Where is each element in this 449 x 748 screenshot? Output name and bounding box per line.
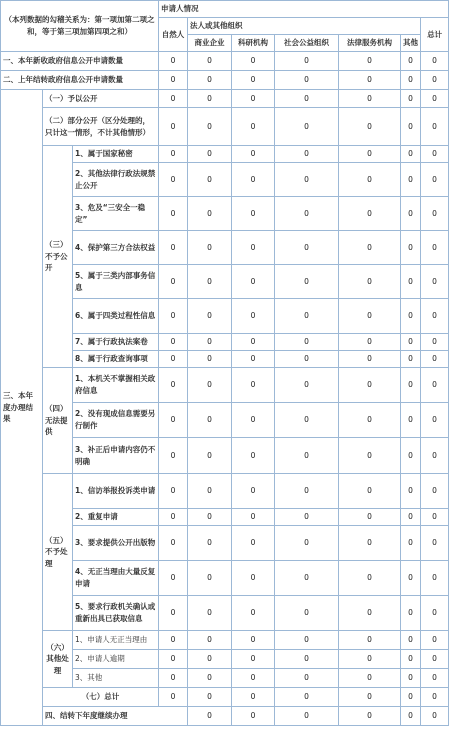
value-cell: 0 [232, 146, 275, 163]
value-cell: 0 [188, 561, 232, 596]
value-cell: 0 [421, 351, 449, 368]
value-cell: 0 [421, 438, 449, 474]
value-cell: 0 [401, 509, 421, 526]
value-cell: 0 [275, 596, 339, 631]
value-cell: 0 [232, 707, 275, 726]
value-cell: 0 [159, 351, 188, 368]
value-cell: 0 [159, 368, 188, 403]
value-cell: 0 [275, 108, 339, 146]
row-label-not-processed-5: 5、要求行政机关确认或重新出具已获取信息 [73, 596, 159, 631]
row-label-not-processed-4: 4、无正当理由大量反复申请 [73, 561, 159, 596]
value-cell: 0 [401, 526, 421, 561]
value-cell: 0 [232, 299, 275, 334]
value-cell: 0 [421, 474, 449, 509]
row-label-other-2: 2、申请人逾期 [73, 650, 159, 669]
value-cell: 0 [275, 669, 339, 688]
value-cell: 0 [339, 561, 401, 596]
value-cell: 0 [421, 265, 449, 299]
value-cell: 0 [339, 403, 401, 438]
value-cell: 0 [232, 403, 275, 438]
value-cell: 0 [188, 403, 232, 438]
natural-person-header: 自然人 [159, 18, 188, 52]
value-cell: 0 [421, 52, 449, 71]
value-cell: 0 [188, 52, 232, 71]
value-cell: 0 [401, 688, 421, 707]
value-cell: 0 [188, 265, 232, 299]
value-cell: 0 [159, 561, 188, 596]
value-cell: 0 [159, 163, 188, 197]
value-cell: 0 [159, 650, 188, 669]
value-cell: 0 [421, 197, 449, 231]
corner-note: （本列数据的勾稽关系为：第一项加第二项之和，等于第三项加第四项之和） [1, 1, 159, 52]
public-welfare-org-header: 社会公益组织 [275, 35, 339, 52]
value-cell: 0 [339, 265, 401, 299]
value-cell: 0 [159, 146, 188, 163]
value-cell: 0 [339, 631, 401, 650]
row-label-not-disclosed-1: 1、属于国家秘密 [73, 146, 159, 163]
section-label-handling-results: 三、本年度办理结果 [1, 90, 43, 726]
row-label-disclosed: （一）予以公开 [43, 90, 159, 108]
value-cell: 0 [421, 688, 449, 707]
value-cell: 0 [275, 52, 339, 71]
value-cell: 0 [232, 108, 275, 146]
value-cell: 0 [339, 71, 401, 90]
value-cell: 0 [339, 163, 401, 197]
value-cell: 0 [421, 707, 449, 726]
row-label-not-disclosed-5: 5、属于三类内部事务信息 [73, 265, 159, 299]
value-cell: 0 [159, 299, 188, 334]
value-cell: 0 [275, 146, 339, 163]
value-cell: 0 [232, 351, 275, 368]
value-cell: 0 [188, 438, 232, 474]
value-cell: 0 [275, 688, 339, 707]
value-cell: 0 [339, 90, 401, 108]
value-cell: 0 [188, 669, 232, 688]
value-cell: 0 [232, 650, 275, 669]
value-cell: 0 [188, 351, 232, 368]
value-cell: 0 [339, 526, 401, 561]
value-cell: 0 [275, 650, 339, 669]
group-label-unable-to-provide: （四）无法提供 [43, 368, 73, 474]
value-cell: 0 [401, 231, 421, 265]
row-label-unable-1: 1、本机关不掌握相关政府信息 [73, 368, 159, 403]
value-cell: 0 [401, 163, 421, 197]
value-cell: 0 [159, 509, 188, 526]
row-label-not-disclosed-7: 7、属于行政执法案卷 [73, 334, 159, 351]
value-cell: 0 [275, 474, 339, 509]
value-cell: 0 [232, 231, 275, 265]
value-cell: 0 [401, 90, 421, 108]
value-cell: 0 [232, 474, 275, 509]
value-cell: 0 [401, 351, 421, 368]
value-cell: 0 [159, 52, 188, 71]
value-cell: 0 [275, 526, 339, 561]
value-cell: 0 [188, 707, 232, 726]
value-cell: 0 [401, 596, 421, 631]
value-cell: 0 [421, 368, 449, 403]
value-cell: 0 [232, 334, 275, 351]
value-cell: 0 [275, 509, 339, 526]
value-cell: 0 [188, 146, 232, 163]
value-cell: 0 [159, 231, 188, 265]
row-label-carry-to-next-year: 四、结转下年度继续办理 [43, 707, 188, 726]
row-label-new-applications: 一、本年新收政府信息公开申请数量 [1, 52, 159, 71]
value-cell: 0 [421, 231, 449, 265]
value-cell: 0 [159, 197, 188, 231]
value-cell: 0 [188, 474, 232, 509]
value-cell: 0 [401, 474, 421, 509]
value-cell: 0 [339, 231, 401, 265]
value-cell: 0 [232, 438, 275, 474]
value-cell: 0 [275, 265, 339, 299]
value-cell: 0 [232, 163, 275, 197]
value-cell: 0 [421, 299, 449, 334]
value-cell: 0 [188, 334, 232, 351]
value-cell: 0 [159, 526, 188, 561]
row-label-carried-over: 二、上年结转政府信息公开申请数量 [1, 71, 159, 90]
value-cell: 0 [339, 688, 401, 707]
value-cell: 0 [401, 265, 421, 299]
row-label-other-3: 3、其他 [73, 669, 159, 688]
value-cell: 0 [339, 108, 401, 146]
value-cell: 0 [159, 334, 188, 351]
commercial-enterprise-header: 商业企业 [188, 35, 232, 52]
value-cell: 0 [159, 403, 188, 438]
value-cell: 0 [401, 52, 421, 71]
value-cell: 0 [188, 650, 232, 669]
value-cell: 0 [339, 707, 401, 726]
value-cell: 0 [421, 163, 449, 197]
value-cell: 0 [339, 334, 401, 351]
value-cell: 0 [339, 669, 401, 688]
value-cell: 0 [232, 688, 275, 707]
value-cell: 0 [421, 71, 449, 90]
value-cell: 0 [401, 71, 421, 90]
value-cell: 0 [275, 438, 339, 474]
value-cell: 0 [401, 146, 421, 163]
value-cell: 0 [275, 631, 339, 650]
value-cell: 0 [232, 368, 275, 403]
other-org-header: 其他 [401, 35, 421, 52]
value-cell: 0 [421, 526, 449, 561]
value-cell: 0 [275, 403, 339, 438]
value-cell: 0 [339, 52, 401, 71]
value-cell: 0 [421, 596, 449, 631]
value-cell: 0 [188, 90, 232, 108]
value-cell: 0 [188, 526, 232, 561]
row-label-unable-3: 3、补正后申请内容仍不明确 [73, 438, 159, 474]
value-cell: 0 [421, 146, 449, 163]
value-cell: 0 [188, 163, 232, 197]
value-cell: 0 [275, 368, 339, 403]
value-cell: 0 [339, 596, 401, 631]
value-cell: 0 [339, 368, 401, 403]
value-cell: 0 [421, 90, 449, 108]
value-cell: 0 [232, 265, 275, 299]
value-cell: 0 [232, 52, 275, 71]
value-cell: 0 [275, 71, 339, 90]
legal-group-header: 法人或其他组织 [188, 18, 421, 35]
row-label-not-processed-1: 1、信访举报投诉类申请 [73, 474, 159, 509]
value-cell: 0 [232, 631, 275, 650]
value-cell: 0 [275, 231, 339, 265]
row-label-other-1: 1、申请人无正当理由 [73, 631, 159, 650]
value-cell: 0 [188, 368, 232, 403]
value-cell: 0 [339, 351, 401, 368]
value-cell: 0 [275, 561, 339, 596]
value-cell: 0 [401, 631, 421, 650]
row-label-partially-disclosed: （二）部分公开（区分处理的，只计这一情形，不计其他情形） [43, 108, 159, 146]
value-cell: 0 [401, 368, 421, 403]
value-cell: 0 [339, 146, 401, 163]
value-cell: 0 [339, 197, 401, 231]
value-cell: 0 [188, 299, 232, 334]
row-label-section-total: （七）总计 [43, 688, 159, 707]
row-label-not-disclosed-6: 6、属于四类过程性信息 [73, 299, 159, 334]
value-cell: 0 [159, 596, 188, 631]
value-cell: 0 [275, 351, 339, 368]
value-cell: 0 [275, 334, 339, 351]
total-header: 总计 [421, 18, 449, 52]
value-cell: 0 [159, 688, 188, 707]
value-cell: 0 [159, 669, 188, 688]
value-cell: 0 [232, 526, 275, 561]
value-cell: 0 [421, 669, 449, 688]
value-cell: 0 [401, 707, 421, 726]
value-cell: 0 [421, 334, 449, 351]
value-cell: 0 [232, 561, 275, 596]
value-cell: 0 [188, 688, 232, 707]
value-cell: 0 [232, 669, 275, 688]
value-cell: 0 [401, 334, 421, 351]
value-cell: 0 [401, 438, 421, 474]
value-cell: 0 [188, 596, 232, 631]
row-label-not-processed-2: 2、重复申请 [73, 509, 159, 526]
value-cell: 0 [232, 71, 275, 90]
value-cell: 0 [159, 265, 188, 299]
value-cell: 0 [275, 707, 339, 726]
value-cell: 0 [401, 108, 421, 146]
value-cell: 0 [232, 90, 275, 108]
value-cell: 0 [339, 474, 401, 509]
value-cell: 0 [339, 299, 401, 334]
value-cell: 0 [421, 631, 449, 650]
research-institution-header: 科研机构 [232, 35, 275, 52]
value-cell: 0 [159, 90, 188, 108]
value-cell: 0 [159, 438, 188, 474]
legal-service-org-header: 法律服务机构 [339, 35, 401, 52]
value-cell: 0 [232, 596, 275, 631]
value-cell: 0 [275, 197, 339, 231]
value-cell: 0 [339, 438, 401, 474]
value-cell: 0 [421, 561, 449, 596]
value-cell: 0 [188, 509, 232, 526]
value-cell: 0 [339, 650, 401, 669]
value-cell: 0 [401, 561, 421, 596]
value-cell: 0 [401, 299, 421, 334]
value-cell: 0 [401, 669, 421, 688]
group-label-not-disclosed: （三）不予公开 [43, 146, 73, 368]
value-cell: 0 [232, 509, 275, 526]
value-cell: 0 [339, 509, 401, 526]
value-cell: 0 [275, 299, 339, 334]
value-cell: 0 [275, 90, 339, 108]
value-cell: 0 [188, 631, 232, 650]
row-label-not-disclosed-4: 4、保护第三方合法权益 [73, 231, 159, 265]
row-label-not-disclosed-2: 2、其他法律行政法规禁止公开 [73, 163, 159, 197]
value-cell: 0 [188, 231, 232, 265]
row-label-not-disclosed-3: 3、危及“三安全一稳定” [73, 197, 159, 231]
value-cell: 0 [275, 163, 339, 197]
row-label-unable-2: 2、没有现成信息需要另行制作 [73, 403, 159, 438]
value-cell: 0 [188, 108, 232, 146]
value-cell: 0 [188, 197, 232, 231]
value-cell: 0 [421, 509, 449, 526]
value-cell: 0 [421, 650, 449, 669]
value-cell: 0 [421, 108, 449, 146]
value-cell: 0 [401, 403, 421, 438]
row-label-not-disclosed-8: 8、属于行政查询事项 [73, 351, 159, 368]
group-label-not-processed: （五）不予处理 [43, 474, 73, 631]
value-cell: 0 [159, 631, 188, 650]
group-label-other-handling: （六）其他处理 [43, 631, 73, 688]
value-cell: 0 [159, 71, 188, 90]
applicant-header: 申请人情况 [159, 1, 449, 18]
value-cell: 0 [401, 650, 421, 669]
value-cell: 0 [159, 108, 188, 146]
row-label-not-processed-3: 3、要求提供公开出版物 [73, 526, 159, 561]
value-cell: 0 [232, 197, 275, 231]
value-cell: 0 [159, 474, 188, 509]
value-cell: 0 [401, 197, 421, 231]
value-cell: 0 [421, 403, 449, 438]
value-cell: 0 [188, 71, 232, 90]
